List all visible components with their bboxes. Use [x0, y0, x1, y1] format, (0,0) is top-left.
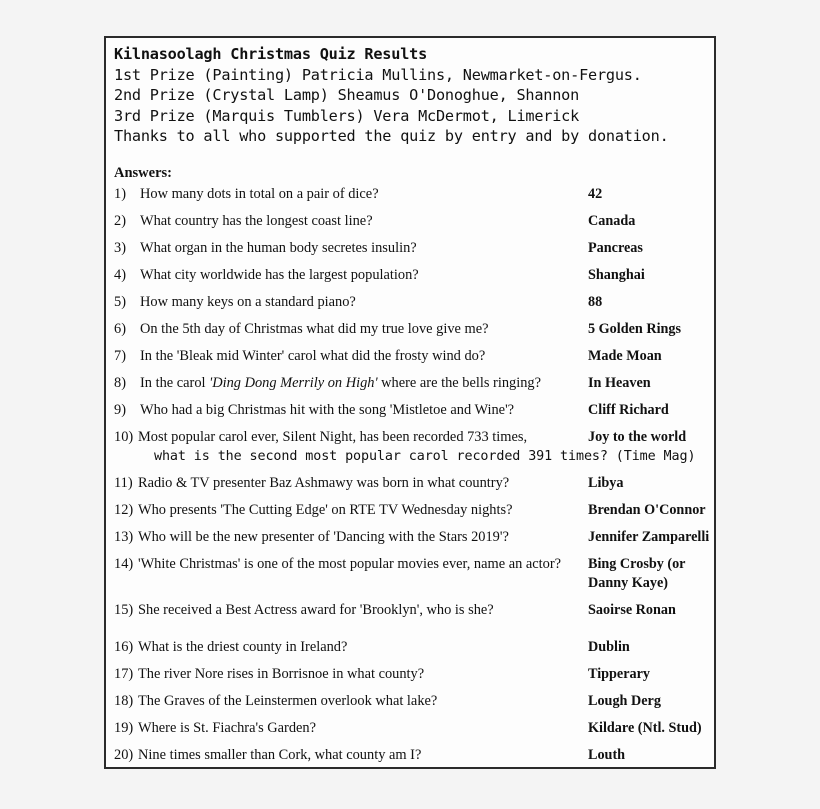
question-text: What country has the longest coast line? [140, 212, 373, 229]
question-number: 10) [114, 428, 134, 445]
question-text: What city worldwide has the largest population? [140, 266, 419, 283]
question-text-before: In the carol [140, 374, 210, 391]
answer-text: Lough Derg [588, 692, 661, 709]
question-number: 20) [114, 746, 134, 763]
answer-row [114, 428, 710, 474]
question-text [140, 374, 541, 393]
question-number: 12) [114, 501, 134, 518]
answer-row [114, 212, 710, 239]
answer-text: Canada [588, 212, 636, 229]
answer-row [114, 528, 710, 555]
answer-text [588, 555, 716, 593]
answer-text: Joy to the world [588, 428, 687, 445]
question-number: 15) [114, 601, 134, 618]
question-number: 11) [114, 474, 133, 491]
question-text-line2: what is the second most popular carol recorded 391 times? (Time Mag) [154, 448, 696, 464]
answer-row [114, 501, 710, 528]
question-text: What organ in the human body secretes insulin? [140, 239, 417, 256]
question-number: 2) [114, 212, 126, 229]
question-text: Radio & TV presenter Baz Ashmawy was born in what country? [138, 474, 510, 491]
page-title: Kilnasoolagh Christmas Quiz Results [114, 45, 428, 63]
question-number: 17) [114, 665, 134, 682]
answer-text: Pancreas [588, 239, 643, 256]
answer-row [114, 601, 710, 628]
answer-text: Saoirse Ronan [588, 601, 676, 618]
question-text: 'White Christmas' is one of the most popular movies ever, name an actor? [138, 555, 562, 572]
header-block [114, 44, 710, 147]
answer-row [114, 266, 710, 293]
answer-text: In Heaven [588, 374, 651, 391]
answer-text-line1: Bing Crosby (or [588, 555, 686, 572]
question-text-after: where are the bells ringing? [377, 374, 541, 391]
question-number: 16) [114, 638, 134, 655]
question-text: How many keys on a standard piano? [140, 293, 356, 310]
question-number: 13) [114, 528, 134, 545]
answer-text: 5 Golden Rings [588, 320, 682, 337]
question-text: Where is St. Fiachra's Garden? [138, 719, 317, 736]
answer-row [114, 638, 710, 665]
question-text: Who had a big Christmas hit with the song 'Mistletoe and Wine'? [140, 401, 515, 418]
answers-list [114, 185, 710, 770]
page-content [114, 44, 710, 769]
question-number: 6) [114, 320, 126, 337]
answer-text: Jennifer Zamparelli [588, 528, 710, 545]
answers-heading: Answers: [114, 164, 172, 181]
answer-row [114, 692, 710, 719]
answer-row [114, 401, 710, 428]
question-text: On the 5th day of Christmas what did my true love give me? [140, 320, 489, 337]
question-number: 5) [114, 293, 126, 310]
question-number: 19) [114, 719, 134, 736]
question-text: What is the driest county in Ireland? [138, 638, 348, 655]
answer-text: Dublin [588, 638, 630, 655]
quiz-results-page [104, 36, 716, 769]
answer-row [114, 374, 710, 401]
question-text: In the 'Bleak mid Winter' carol what did the frosty wind do? [140, 347, 486, 364]
answer-row [114, 239, 710, 266]
question-text: The river Nore rises in Borrisnoe in what county? [138, 665, 425, 682]
question-text: Most popular carol ever, Silent Night, has been recorded 733 times, [138, 428, 528, 445]
answer-row [114, 746, 710, 770]
question-number: 9) [114, 401, 126, 418]
answer-row [114, 293, 710, 320]
answer-text: Tipperary [588, 665, 651, 682]
question-text: How many dots in total on a pair of dice? [140, 185, 379, 202]
answer-text: Made Moan [588, 347, 662, 364]
question-number: 7) [114, 347, 126, 364]
question-text: Nine times smaller than Cork, what county am I? [138, 746, 422, 763]
answer-row [114, 555, 710, 601]
prize-line-3: 3rd Prize (Marquis Tumblers) Vera McDermot, Limerick [114, 106, 580, 125]
question-text: Who will be the new presenter of 'Dancing with the Stars 2019'? [138, 528, 509, 545]
question-text: She received a Best Actress award for 'Brooklyn', who is she? [138, 601, 494, 618]
answer-row [114, 185, 710, 212]
question-text: Who presents 'The Cutting Edge' on RTE TV Wednesday nights? [138, 501, 513, 518]
question-number: 3) [114, 239, 126, 256]
answer-text: Louth [588, 746, 626, 763]
question-number: 4) [114, 266, 126, 283]
answer-row [114, 719, 710, 746]
answer-row [114, 665, 710, 692]
question-number: 1) [114, 185, 126, 202]
answer-text: Libya [588, 474, 624, 491]
answer-text: 88 [588, 293, 603, 310]
question-number: 14) [114, 555, 134, 572]
answer-row [114, 320, 710, 347]
answer-text: Cliff Richard [588, 401, 669, 418]
answer-text: 42 [588, 185, 603, 202]
answer-row [114, 347, 710, 374]
answer-text: Kildare (Ntl. Stud) [588, 719, 702, 736]
thanks-line: Thanks to all who supported the quiz by entry and by donation. [114, 127, 669, 145]
answer-text: Brendan O'Connor [588, 501, 706, 518]
question-title-italic: 'Ding Dong Merrily on High' [209, 374, 378, 391]
answer-text-line2: Danny Kaye) [588, 574, 669, 591]
question-text: The Graves of the Leinstermen overlook what lake? [138, 692, 438, 709]
prize-line-1: 1st Prize (Painting) Patricia Mullins, Newmarket-on-Fergus. [114, 65, 642, 84]
answer-text: Shanghai [588, 266, 645, 283]
prize-line-2: 2nd Prize (Crystal Lamp) Sheamus O'Donoghue, Shannon [114, 86, 580, 104]
answer-row [114, 474, 710, 501]
question-number: 18) [114, 692, 134, 709]
question-number: 8) [114, 374, 126, 391]
